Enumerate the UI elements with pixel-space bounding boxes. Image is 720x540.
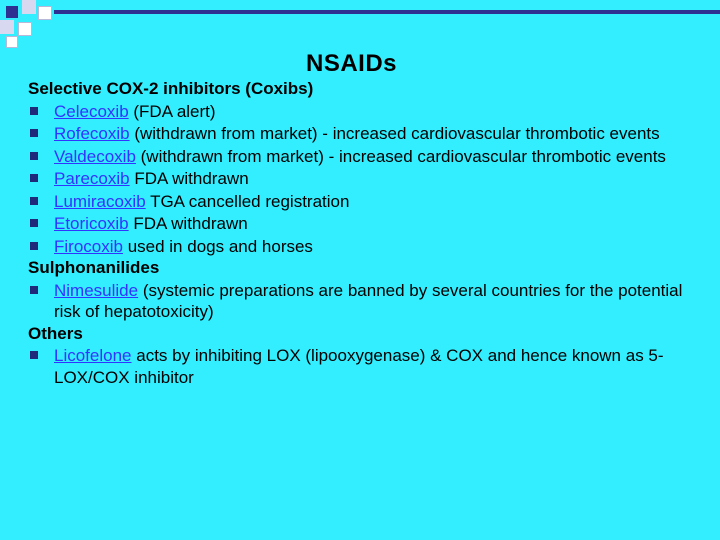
bullet-item (28, 279, 698, 323)
square-bullet-icon (30, 197, 38, 205)
deco-square-3 (38, 6, 52, 20)
square-bullet-icon (30, 219, 38, 227)
bullet-text: (FDA alert) (128, 101, 216, 121)
drug-link[interactable]: Nimesulide (54, 280, 139, 300)
square-bullet-icon (30, 129, 38, 137)
drug-link[interactable]: Rofecoxib (54, 124, 130, 143)
drug-link[interactable]: Licofelone (54, 346, 132, 365)
section-heading: Others (28, 323, 83, 343)
slide-body (28, 78, 698, 388)
drug-link[interactable]: Valdecoxib (54, 146, 136, 166)
deco-square-2 (22, 0, 36, 14)
section-heading: Sulphonanilides (28, 258, 160, 277)
bullet-item (28, 145, 698, 168)
drug-link[interactable]: Firocoxib (54, 236, 123, 256)
bullet-text: used in dogs and horses (122, 236, 313, 256)
deco-square-5 (18, 22, 32, 36)
deco-square-4 (0, 20, 14, 34)
drug-link[interactable]: Parecoxib (54, 169, 130, 188)
deco-square-1 (6, 6, 18, 18)
bullet-item (28, 167, 698, 190)
square-bullet-icon (30, 242, 38, 250)
section-heading: Selective COX-2 inhibitors (Coxibs) (28, 79, 314, 98)
bullet-text: acts by inhibiting LOX (lipooxygenase) & COX and hence known as 5-LOX/COX inhibitor (54, 346, 664, 387)
bullet-item (28, 100, 698, 123)
drug-link[interactable]: Etoricoxib (54, 214, 129, 233)
bullet-text: FDA withdrawn (128, 214, 248, 233)
square-bullet-icon (30, 286, 38, 294)
bullet-text: (withdrawn from market) - increased cardiovascular thrombotic events (129, 124, 660, 143)
bullet-item (28, 235, 698, 258)
bullet-text: TGA cancelled registration (145, 191, 350, 211)
bullet-item (28, 190, 698, 213)
drug-link[interactable]: Celecoxib (54, 101, 129, 121)
slide-title: NSAIDs (306, 50, 398, 77)
square-bullet-icon (30, 107, 38, 115)
drug-link[interactable]: Lumiracoxib (54, 191, 146, 211)
square-bullet-icon (30, 351, 38, 359)
square-bullet-icon (30, 174, 38, 182)
bullet-text: (withdrawn from market) - increased cardiovascular thrombotic events (135, 146, 666, 166)
bullet-item (28, 212, 698, 235)
bullet-item (28, 122, 698, 145)
deco-square-6 (6, 36, 18, 48)
bullet-text: FDA withdrawn (129, 169, 249, 188)
top-rule (54, 10, 720, 14)
bullet-item (28, 344, 698, 388)
bullet-text: (systemic preparations are banned by several countries for the potential risk of hepatotoxicity) (54, 280, 683, 321)
square-bullet-icon (30, 152, 38, 160)
